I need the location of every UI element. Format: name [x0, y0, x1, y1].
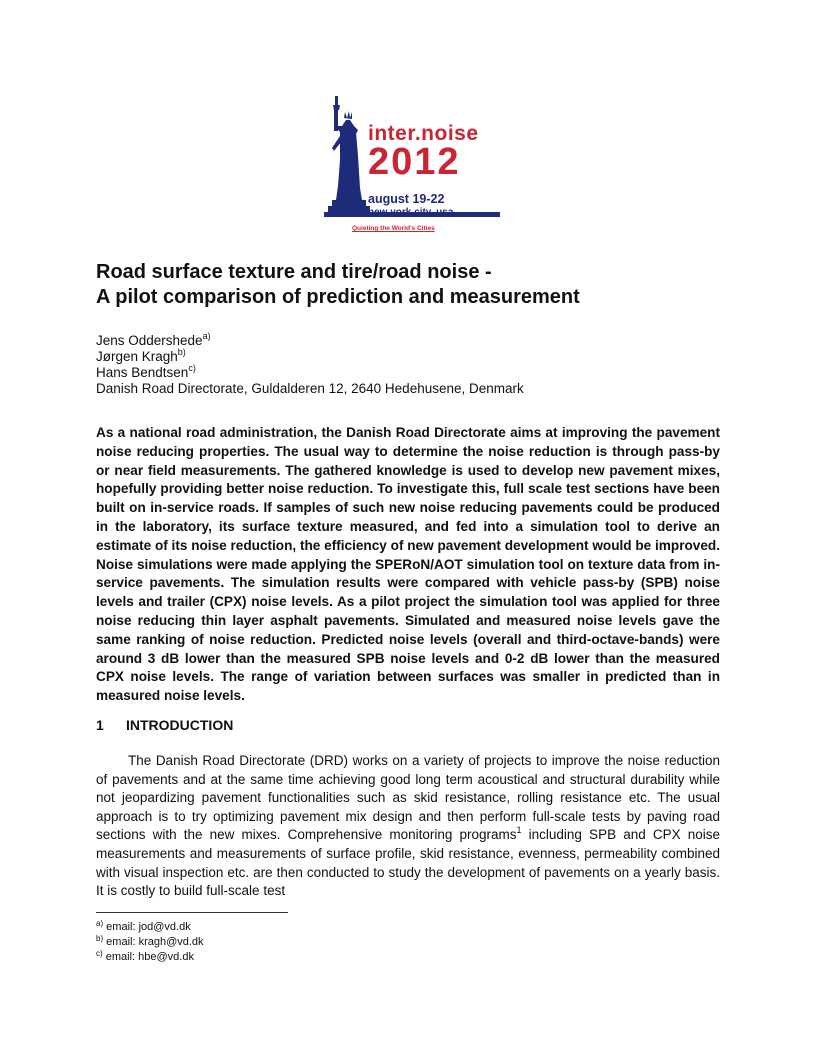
reference-mark: 1: [516, 825, 522, 836]
footnote: $^{b)}$ email: kragh@vd.dk: [96, 934, 204, 948]
author: Jens Oddershede$^{a)}$: [96, 331, 211, 348]
author: Jørgen Kragh$^{b)}$: [96, 347, 186, 364]
paper-title-line-1: Road surface texture and tire/road noise -: [96, 261, 492, 283]
footnotes: [96, 920, 204, 965]
author-footnote-mark: a): [202, 331, 211, 341]
logo-tagline: Quieting the World's Cities: [352, 225, 435, 232]
conference-logo: [318, 96, 504, 240]
footnote-divider: [96, 912, 288, 913]
introduction-paragraph: The Danish Road Directorate (DRD) works on a variety of projects to improve the noise reduction of pavements and at the same time achieving good long term acoustical and structural durability while not jeopardizing pavement functionalities such as skid resistance, rolling resistance etc. The usual approach is to try optimizing pavement mix design and then perform full-scale tests by paving road sections with the new mixes. Comprehensive monitoring programs$^1$ including SPB and CPX noise measurements and measurements of surface profile, skid resistance, evenness, permeability combined with visual inspection etc. are then conducted to study the development of pavements on a yearly basis. It is costly to build full-scale test: [96, 753, 720, 899]
footnote: $^{c)}$ email: hbe@vd.dk: [96, 949, 194, 963]
section-title: INTRODUCTION: [126, 717, 234, 733]
logo-year: 2012: [368, 141, 461, 183]
logo-city: new york city, usa: [368, 207, 454, 218]
section-heading: [96, 717, 233, 733]
author-block: [96, 333, 736, 397]
logo-dates: august 19-22: [368, 192, 445, 206]
paper-title: [96, 260, 736, 310]
author-footnote-mark: c): [188, 363, 196, 373]
paper-title-line-2: A pilot comparison of prediction and measurement: [96, 286, 580, 308]
logo-title: inter.noise: [368, 122, 479, 145]
section-number: 1: [96, 717, 104, 733]
footnote: $^{a)}$ email: jod@vd.dk: [96, 919, 191, 933]
author: Hans Bendtsen$^{c)}$: [96, 363, 196, 380]
author-footnote-mark: b): [177, 347, 186, 357]
abstract: As a national road administration, the Danish Road Directorate aims at improving the pavement noise reducing properties. The usual way to determine the noise reduction is through pass-by or near field measurements. The gathered knowledge is used to develop new pavement mixes, hopefully providing better noise reduction. To investigate this, full scale test sections have been built on in-service roads. If samples of such new noise reducing pavements could be produced in the laboratory, its surface texture measured, and fed into a simulation tool to derive an estimate of its noise reduction, the efficiency of new pavement development would be improved. Noise simulations were made applying the SPERoN/AOT simulation tool on texture data from in-service pavements. The simulation results were compared with vehicle pass-by (SPB) noise levels and trailer (CPX) noise levels. As a pilot project the simulation tool was applied for three noise reducing thin layer asphalt pavements. Simulated and measured noise levels gave the same ranking of noise reduction. Predicted noise levels (overall and third-octave-bands) were around 3 dB lower than the measured SPB noise levels and 0-2 dB lower than the measured CPX noise levels. The range of variation between surfaces was smaller in predicted than in measured noise levels.: [96, 425, 720, 704]
affiliation: Danish Road Directorate, Guldalderen 12, 2640 Hedehusene, Denmark: [96, 381, 524, 396]
